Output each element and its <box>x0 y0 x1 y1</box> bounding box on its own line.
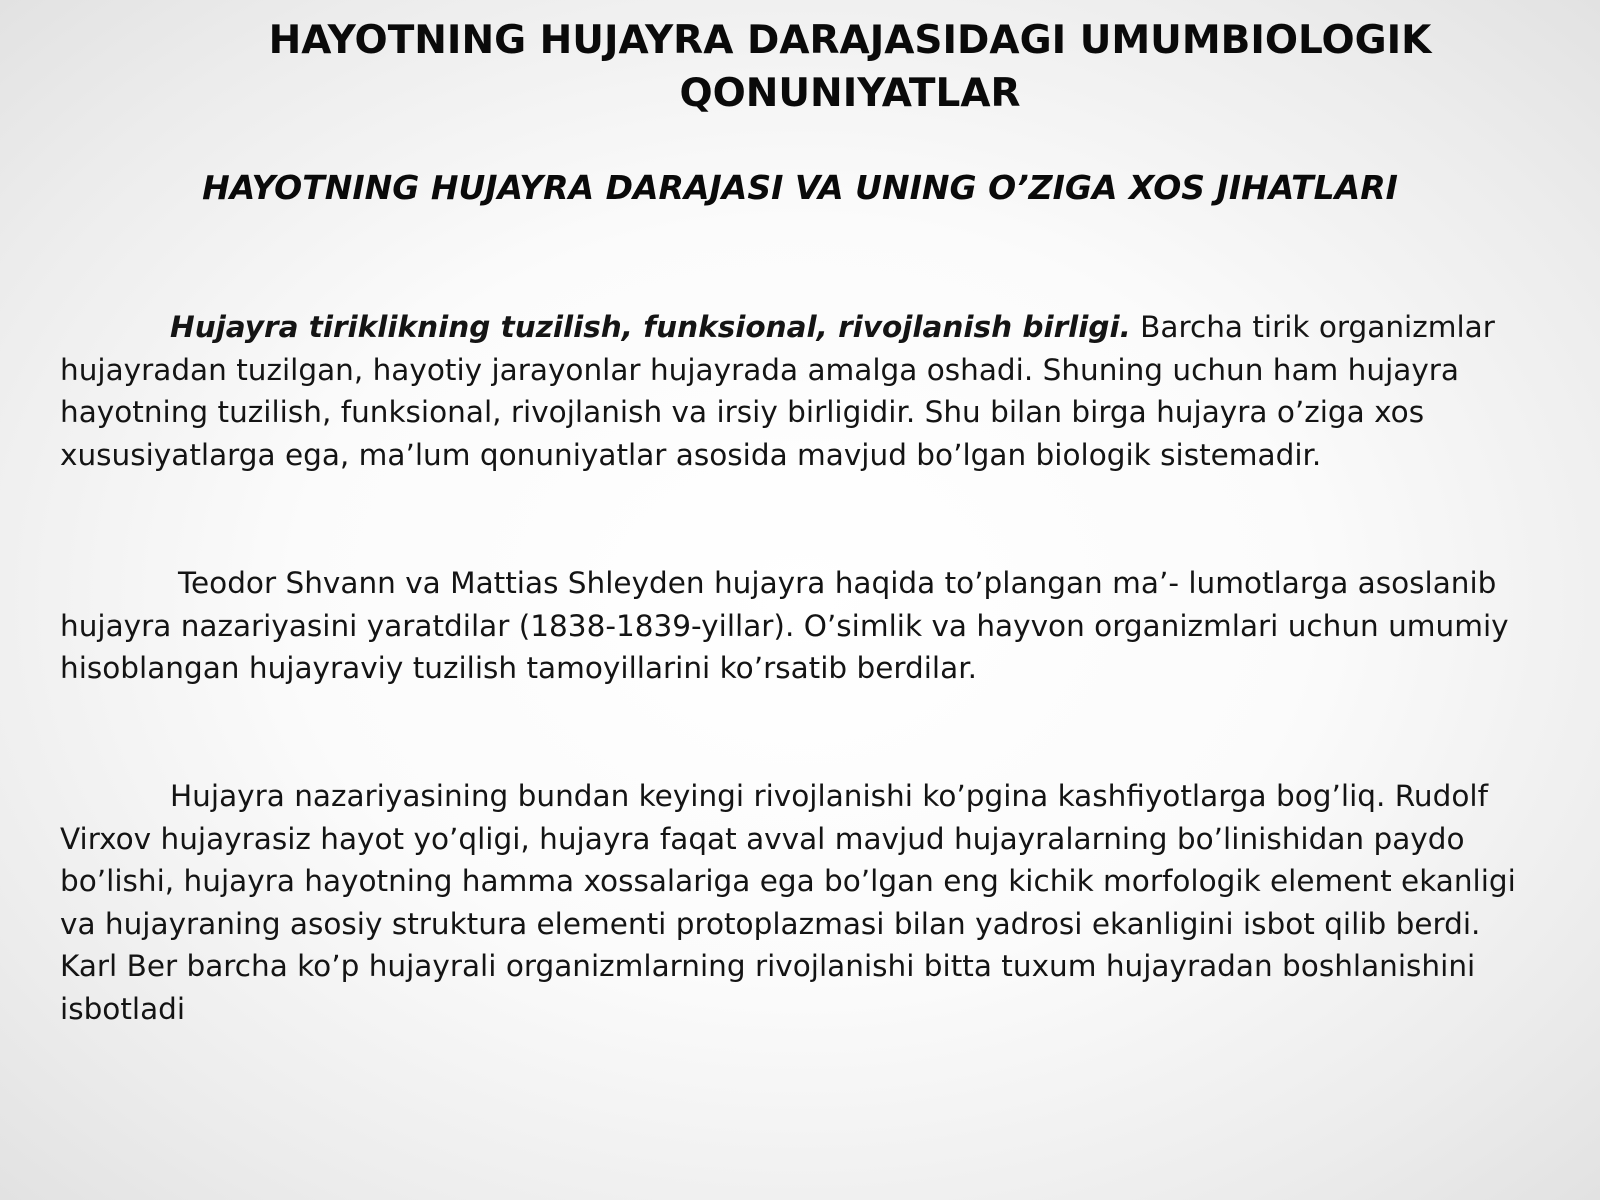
page-title-line-2: QONUNIYATLAR <box>679 71 1021 116</box>
paragraph-cell-theory <box>60 562 1540 690</box>
paragraph-body-text: Hujayra nazariyasining bundan keyingi rivojlanishi ko’pgina kashfiyotlarga bog’liq. Rudolf Virxov hujayrasiz hayot yo’qligi, hujayra faqat avval mavjud hujayralarning bo’linishidan paydo bo’lishi, hujayra hayotning hamma xossalariga ega bo’lgan eng kichik morfologik element ekanligi va hujayraning asosiy struktura elementi protoplazmasi bilan yadrosi ekanligini isbot qilib berdi. Karl Ber barcha ko’p hujayrali organizmlarning rivojlanishi bitta tuxum hujayradan boshlanishini isbotladi <box>60 779 1516 1026</box>
paragraph-body-text: Teodor Shvann va Mattias Shleyden hujayra haqida to’plangan ma’- lumotlarga asoslanib hujayra nazariyasini yaratdilar (1838-1839-yillar). O’simlik va hayvon organizmlari uchun umumiy hisoblangan hujayraviy tuzilish tamoyillarini ko’rsatib berdilar. <box>60 566 1509 685</box>
section-subtitle: HAYOTNING HUJAYRA DARAJASI VA UNING O’ZIGA XOS JIHATLARI <box>202 168 1398 207</box>
paragraph-body-text: Barcha tirik organizmlar hujayradan tuzilgan, hayotiy jarayonlar hujayrada amalga oshadi. Shuning uchun ham hujayra hayotning tuzilish, funksional, rivojlanish va irsiy birligidir. Shu bilan birga hujayra o’ziga xos xususiyatlarga ega, ma’lum qonuniyatlar asosida mavjud bo’lgan biologik sistemadir. <box>60 310 1495 472</box>
paragraph-cell-unit <box>60 306 1540 476</box>
paragraph-lead-text: Hujayra tiriklikning tuzilish, funksional, rivojlanish birligi. <box>170 310 1131 344</box>
page-title <box>200 14 1500 120</box>
page-title-line-1: HAYOTNING HUJAYRA DARAJASIDAGI UMUMBIOLOGIK <box>268 18 1432 63</box>
paragraph-theory-development <box>60 775 1540 1030</box>
